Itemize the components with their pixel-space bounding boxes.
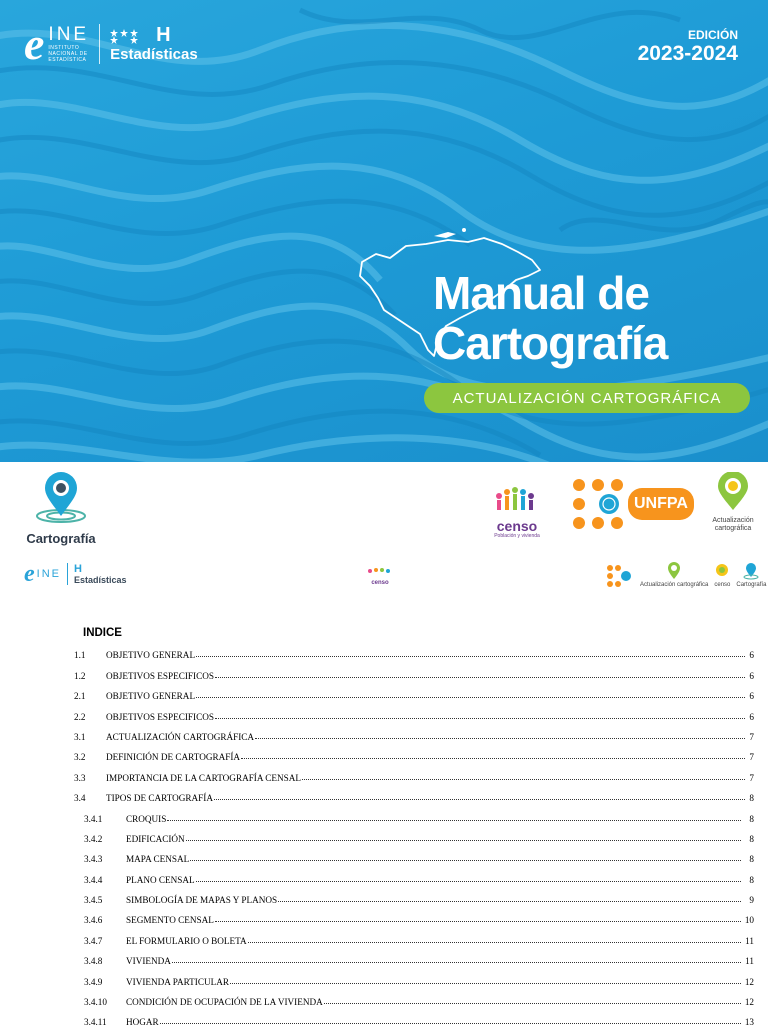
strip-small-1: Actualización cartográfica — [640, 582, 709, 588]
toc-entry-label: IMPORTANCIA DE LA CARTOGRAFÍA CENSAL — [106, 772, 302, 783]
cartografia-logo — [20, 472, 102, 546]
toc-entry-label: EL FORMULARIO O BOLETA — [126, 935, 247, 946]
toc-entry-number: 1.1 — [74, 650, 86, 661]
stars-icon — [110, 28, 156, 44]
unfpa-dots-icon — [571, 477, 625, 531]
strip-censo-logo — [366, 566, 394, 586]
strip-small-2: censo — [714, 582, 731, 588]
toc-entry-label: SIMBOLOGÍA DE MAPAS Y PLANOS — [126, 895, 278, 906]
toc-entry-page: 8 — [749, 833, 754, 844]
toc-entry[interactable] — [74, 1007, 754, 1027]
actualizacion-label: Actualización cartográfica — [712, 517, 754, 532]
ine-logo — [24, 18, 198, 69]
title-line-2: Cartografía — [433, 317, 668, 369]
toc-dot-leader — [278, 901, 741, 902]
ine-wordmark: INE — [48, 24, 90, 45]
toc-dot-leader — [196, 881, 741, 882]
toc-dot-leader — [302, 779, 745, 780]
toc-entry-label: SEGMENTO CENSAL — [126, 915, 214, 926]
toc-entry-label: OBJETIVO GENERAL — [106, 650, 196, 661]
toc-dot-leader — [215, 921, 741, 922]
toc-entry-number: 2.1 — [74, 691, 86, 702]
toc-dot-leader — [324, 1003, 741, 1004]
edition-label: EDICIÓN — [687, 28, 738, 42]
toc-entry-page: 11 — [745, 956, 754, 967]
censo-logo — [486, 484, 548, 539]
toc-entry-page: 8 — [749, 854, 754, 865]
toc-entry[interactable] — [74, 885, 754, 905]
strip-unfpa-icon — [606, 562, 634, 588]
toc-entry-label: PLANO CENSAL — [126, 874, 195, 885]
toc-entry-label: ACTUALIZACIÓN CARTOGRÁFICA — [106, 731, 255, 742]
toc-entry[interactable] — [74, 803, 754, 823]
toc-entry-number: 3.4.9 — [84, 976, 103, 987]
toc-entry[interactable] — [74, 742, 754, 762]
toc-entry-page: 12 — [744, 976, 754, 987]
toc-entry-number: 3.4.3 — [84, 854, 103, 865]
people-icon — [489, 484, 545, 514]
strip-pin-1 — [640, 562, 708, 588]
toc-entry-label: CROQUIS — [126, 813, 167, 824]
ine-small-line-2: NACIONAL DE — [48, 51, 88, 57]
strip-pin-3-icon — [743, 562, 759, 580]
toc-dot-leader — [167, 820, 741, 821]
toc-entry-page: 12 — [744, 997, 754, 1008]
toc-entry-number: 3.4.10 — [84, 997, 107, 1008]
toc-dot-leader — [255, 738, 745, 739]
censo-sub: Población y vivienda — [494, 533, 540, 539]
toc-dot-leader — [196, 697, 745, 698]
unfpa-logo — [571, 477, 694, 531]
toc-entry-page: 8 — [749, 793, 754, 804]
toc-entry-page: 8 — [749, 874, 754, 885]
toc-entry-number: 2.2 — [74, 711, 86, 722]
toc-entry-page: 7 — [749, 752, 754, 763]
toc-dot-leader — [230, 983, 741, 984]
toc-entry-page: 7 — [749, 772, 754, 783]
toc-entry-number: 3.4.1 — [84, 813, 103, 824]
toc-entry-number: 3.2 — [74, 752, 86, 763]
toc-entry[interactable] — [74, 660, 754, 680]
toc-entry-page: 11 — [745, 935, 754, 946]
toc-entry[interactable] — [74, 681, 754, 701]
toc-entry-number: 3.3 — [74, 772, 86, 783]
toc-entry-label: VIVIENDA PARTICULAR — [126, 976, 229, 987]
toc-entry-number: 3.4.7 — [84, 935, 103, 946]
toc-entry-page: 6 — [749, 691, 754, 702]
toc-dot-leader — [190, 860, 741, 861]
strip-ine-logo — [24, 563, 127, 585]
strip-censo-label: censo — [371, 580, 389, 586]
title-line-1: Manual de — [433, 267, 649, 319]
manual-title — [433, 268, 667, 368]
honduras-mark — [110, 24, 198, 46]
edition-block — [638, 28, 738, 66]
toc-entry[interactable] — [74, 864, 754, 884]
unfpa-label: UNFPA — [628, 488, 694, 520]
toc-entry[interactable] — [74, 762, 754, 782]
toc-entry-label: DEFINICIÓN DE CARTOGRAFÍA — [106, 752, 241, 763]
toc-dot-leader — [215, 677, 745, 678]
toc-entry-number: 1.2 — [74, 670, 86, 681]
toc-entry[interactable] — [74, 824, 754, 844]
toc-entry-page: 10 — [744, 915, 754, 926]
toc-entry-number: 3.4.5 — [84, 895, 103, 906]
toc-entry[interactable] — [74, 925, 754, 945]
toc-entry[interactable] — [74, 844, 754, 864]
edition-years: 2023-2024 — [637, 42, 738, 65]
toc-entry-number: 3.1 — [74, 731, 86, 742]
toc-entry-number: 3.4.11 — [84, 1017, 107, 1027]
strip-pin-3 — [736, 562, 766, 588]
cartografia-label: Cartografía — [26, 531, 96, 546]
map-pin-icon — [33, 472, 89, 524]
actualizacion-logo — [704, 472, 762, 533]
table-of-contents — [74, 626, 754, 1027]
toc-entry-number: 3.4.8 — [84, 956, 103, 967]
strip-pin-2 — [714, 562, 730, 588]
toc-entry-label: HOGAR — [126, 1017, 159, 1027]
strip-people-icon — [366, 566, 394, 578]
logo-divider — [99, 24, 100, 64]
toc-entry[interactable] — [74, 640, 754, 660]
toc-entry-number: 3.4.6 — [84, 915, 103, 926]
toc-entry-page: 6 — [749, 670, 754, 681]
index-heading: INDICE — [83, 627, 122, 639]
strip-ine-e: e — [24, 561, 35, 587]
subtitle-pill: ACTUALIZACIÓN CARTOGRÁFICA — [424, 383, 750, 413]
toc-entry-label: EDIFICACIÓN — [126, 833, 185, 844]
toc-entry-number: 3.4 — [74, 793, 86, 804]
toc-list — [74, 640, 754, 1027]
toc-entry-page: 13 — [744, 1017, 754, 1027]
strip-ine-word: INE — [36, 568, 61, 580]
strip-pin-2-icon — [714, 562, 730, 580]
toc-entry-page: 8 — [749, 813, 754, 824]
ine-small-line-3: ESTADÍSTICA — [48, 57, 87, 63]
toc-entry-label: VIVIENDA — [126, 956, 171, 967]
toc-dot-leader — [172, 962, 741, 963]
toc-entry[interactable] — [74, 905, 754, 925]
toc-entry[interactable] — [74, 946, 754, 966]
toc-dot-leader — [241, 758, 745, 759]
toc-entry-page: 6 — [749, 650, 754, 661]
toc-entry[interactable] — [74, 987, 754, 1007]
toc-entry-label: CONDICIÓN DE OCUPACIÓN DE LA VIVIENDA — [126, 997, 323, 1008]
toc-dot-leader — [186, 840, 741, 841]
toc-entry-label: OBJETIVO GENERAL — [106, 691, 196, 702]
toc-dot-leader — [214, 799, 745, 800]
location-pin-icon — [713, 472, 753, 512]
toc-dot-leader — [196, 656, 745, 657]
toc-entry-label: OBJETIVOS ESPECIFICOS — [106, 670, 214, 681]
ine-small-line-1: INSTITUTO — [48, 45, 80, 51]
estadisticas-wordmark: Estadísticas — [110, 46, 198, 63]
toc-dot-leader — [248, 942, 741, 943]
toc-entry[interactable] — [74, 701, 754, 721]
logo-strip — [0, 556, 768, 600]
toc-entry-page: 6 — [749, 711, 754, 722]
honduras-h: H — [156, 24, 173, 46]
strip-small-3: Cartografía — [736, 582, 767, 588]
cover-banner — [0, 0, 768, 462]
toc-entry-page: 9 — [749, 895, 754, 906]
toc-entry-label: OBJETIVOS ESPECIFICOS — [106, 711, 214, 722]
toc-entry-label: MAPA CENSAL — [126, 854, 190, 865]
strip-honduras-h: H — [74, 563, 82, 575]
toc-entry[interactable] — [74, 966, 754, 986]
strip-divider — [67, 563, 68, 585]
strip-right-logos — [606, 562, 766, 588]
censo-label: censo — [496, 518, 538, 534]
toc-entry-number: 3.4.4 — [84, 874, 103, 885]
toc-entry[interactable] — [74, 783, 754, 803]
strip-pin-1-icon — [666, 562, 682, 580]
toc-entry-number: 3.4.2 — [84, 833, 103, 844]
toc-dot-leader — [215, 718, 745, 719]
toc-entry[interactable] — [74, 722, 754, 742]
strip-estadisticas: Estadísticas — [74, 575, 127, 585]
toc-entry-page: 7 — [749, 731, 754, 742]
toc-entry-label: TIPOS DE CARTOGRAFÍA — [106, 793, 213, 804]
ine-e-mark: e — [24, 18, 45, 69]
